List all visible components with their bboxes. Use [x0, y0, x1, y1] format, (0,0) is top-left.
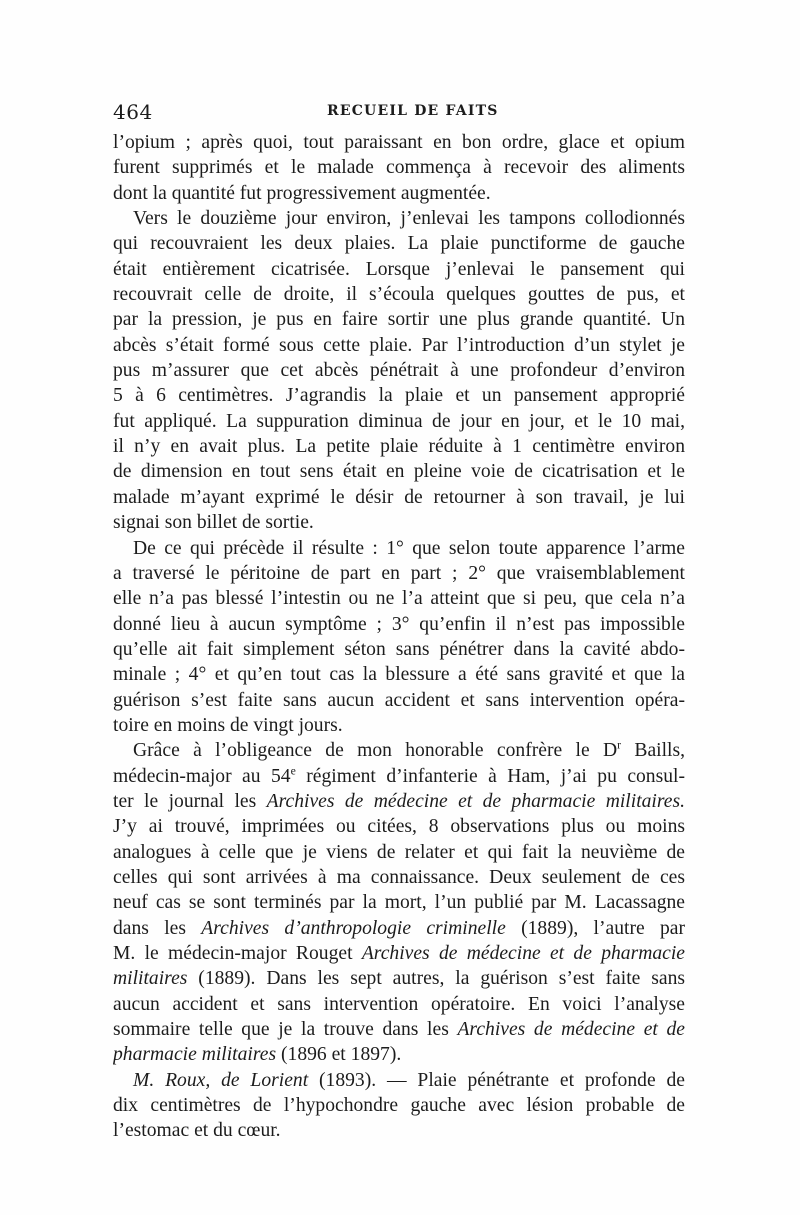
journal-title: Archives d’anthropologie criminelle: [201, 917, 506, 939]
case-heading: M. Roux, de Lorient: [133, 1069, 309, 1091]
text-line: [113, 941, 685, 966]
text-run: (1893). — Plaie pénétrante et profonde de: [308, 1069, 685, 1091]
text-line: était entièrement cicatrisée. Lorsque j’enlevai le pansement qui: [113, 258, 685, 280]
text-line: furent supprimés et le malade commença à recevoir des aliments: [113, 157, 685, 179]
text-line: de dimension en tout sens était en pleine voie de cicatrisation et le: [113, 461, 685, 483]
text-line: [113, 1042, 685, 1067]
text-line: Vers le douzième jour environ, j’enlevai les tampons collodionnés: [133, 208, 685, 230]
text-run: (1896 et 1897).: [276, 1044, 402, 1066]
text-run: dans les: [113, 917, 202, 939]
text-line: aucun accident et sans intervention opératoire. En voici l’analyse: [113, 993, 685, 1015]
text-line: donné lieu à aucun symptôme ; 3° qu’enfin il n’est pas impossible: [113, 613, 685, 635]
text-run: Baills,: [621, 740, 685, 762]
running-title: RECUEIL DE FAITS: [327, 103, 499, 119]
text-run: M. le médecin-major Rouget: [113, 943, 362, 964]
journal-title: Archives de médecine et de pharmacie militaires.: [266, 790, 685, 812]
text-line: abcès s’était formé sous cette plaie. Par l’introduction d’un stylet je: [113, 334, 685, 356]
text-line: minale ; 4° et qu’en tout cas la blessure a été sans gravité et que la: [113, 664, 685, 686]
journal-title: Archives de médecine et de: [457, 1019, 685, 1041]
text-line: [113, 789, 685, 814]
text-line: qu’elle ait fait simplement séton sans pénétrer dans la cavité abdo-: [113, 638, 685, 660]
journal-title: militaires: [113, 968, 188, 990]
text-line: guérison s’est faite sans aucun accident et sans intervention opéra-: [113, 689, 685, 711]
page-header: [113, 90, 685, 130]
text-run: médecin-major au 54: [113, 765, 291, 787]
text-line: De ce qui précède il résulte : 1° que selon toute apparence l’arme: [133, 537, 685, 559]
superscript: r: [617, 738, 622, 752]
text-line: pus m’assurer que cet abcès pénétrait à une profondeur d’environ: [113, 360, 685, 382]
text-line: signai son billet de sortie.: [113, 512, 314, 534]
paragraph-1: [113, 130, 685, 206]
text-line: [113, 1068, 685, 1093]
text-line: fut appliqué. La suppuration diminua de jour en jour, et le 10 mai,: [113, 410, 685, 432]
text-line: [113, 738, 685, 763]
text-run: sommaire telle que je la trouve dans les: [113, 1019, 458, 1041]
text-line: [113, 916, 685, 941]
text-line: malade m’ayant exprimé le désir de retourner à son travail, je lui: [113, 486, 685, 508]
text-line: [113, 764, 685, 789]
text-line: 5 à 6 centimètres. J’agrandis la plaie et un pansement approprié: [113, 385, 685, 407]
text-line: [113, 1017, 685, 1042]
paragraph-4: [113, 738, 685, 1067]
superscript: e: [290, 764, 296, 778]
text-line: qui recouvraient les deux plaies. La plaie punctiforme de gauche: [113, 233, 685, 255]
journal-title: Archives de médecine et de pharmacie: [361, 943, 685, 964]
text-line: il n’y en avait plus. La petite plaie réduite à 1 centimètre environ: [113, 436, 685, 458]
body-text: [113, 130, 685, 1144]
text-run: régiment d’infanterie à Ham, j’ai pu consul-: [295, 765, 685, 787]
text-line: l’estomac et du cœur.: [113, 1120, 281, 1142]
text-line: celles qui sont arrivées à ma connaissance. Deux seulement de ces: [113, 866, 685, 888]
journal-title: pharmacie militaires: [113, 1044, 277, 1066]
text-line: J’y ai trouvé, imprimées ou citées, 8 observations plus ou moins: [113, 816, 685, 838]
text-line: toire en moins de vingt jours.: [113, 714, 343, 736]
text-line: dix centimètres de l’hypochondre gauche avec lésion probable de: [113, 1095, 685, 1117]
text-line: l’opium ; après quoi, tout paraissant en bon ordre, glace et opium: [113, 132, 685, 153]
text-line: dont la quantité fut progressivement augmentée.: [113, 182, 491, 204]
paragraph-3: [113, 536, 685, 739]
text-line: analogues à celle que je viens de relater et qui fait la neuvième de: [113, 841, 685, 863]
text-run: (1889), l’autre par: [505, 917, 685, 939]
text-run: Grâce à l’obligeance de mon honorable confrère le D: [133, 740, 618, 762]
text-line: a traversé le péritoine de part en part ; 2° que vraisemblablement: [113, 562, 685, 584]
text-run: (1889). Dans les sept autres, la guérison s’est faite sans: [187, 968, 685, 990]
text-line: par la pression, je pus en faire sortir une plus grande quantité. Un: [113, 309, 685, 331]
paragraph-5: [113, 1068, 685, 1144]
paragraph-2: [113, 206, 685, 535]
book-page: [113, 90, 685, 1142]
text-line: [113, 966, 685, 991]
text-line: recouvrait celle de droite, il s’écoula quelques gouttes de pus, et: [113, 284, 685, 306]
text-line: elle n’a pas blessé l’intestin ou ne l’a atteint que si peu, que cela n’a: [113, 588, 685, 610]
text-line: neuf cas se sont terminés par la mort, l’un publié par M. Lacassagne: [113, 892, 685, 914]
text-run: ter le journal les: [113, 790, 267, 812]
page-number: 464: [113, 100, 153, 124]
